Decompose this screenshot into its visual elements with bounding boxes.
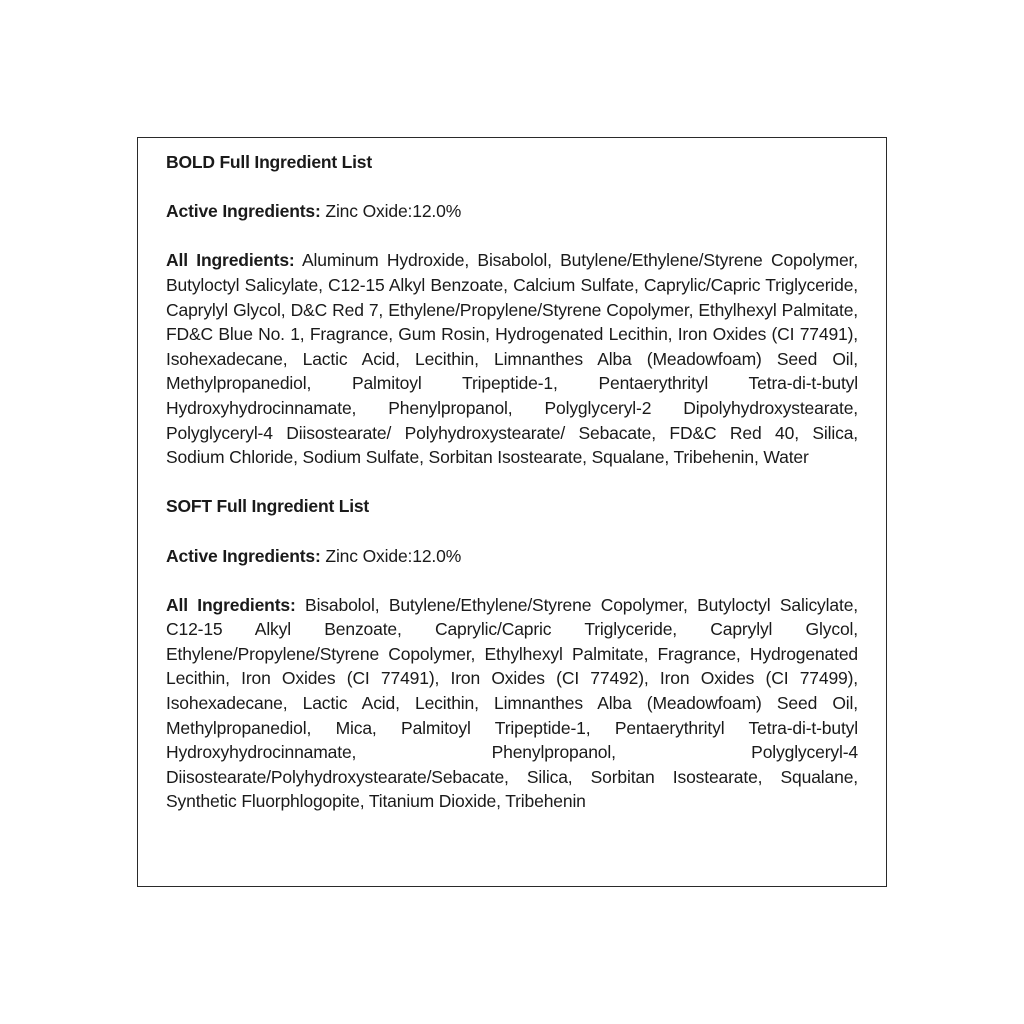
active-ingredients-value: Zinc Oxide:12.0%: [320, 545, 462, 566]
all-ingredients-label: All Ingredients:: [166, 250, 295, 271]
soft-section-title: SOFT Full Ingredient List: [166, 496, 370, 517]
all-ingredients-label: All Ingredients:: [166, 594, 296, 615]
active-ingredients-value: Zinc Oxide:12.0%: [320, 201, 462, 222]
ingredient-list-panel: [137, 137, 887, 887]
active-ingredients-label: Active Ingredients:: [166, 201, 321, 222]
all-ingredients-value: Aluminum Hydroxide, Bisabolol, Butylene/Ethylene/Styrene Copolymer, Butyloctyl Salicylate, C12-15 Alkyl Benzoate, Calcium Sulfate, Caprylic/Capric Triglyceride, Caprylyl Glycol, D&C Red 7, Ethylene/Propylene/Styrene Copolymer, Ethylhexyl Palmitate, FD&C Blue No. 1, Fragrance, Gum Rosin, Hydrogenated Lecithin, Iron Oxides (CI 77491), Isohexadecane, Lactic Acid, Lecithin, Limnanthes Alba (Meadowfoam) Seed Oil, Methylpropanediol, Palmitoyl Tripeptide-1, Pentaerythrityl Tetra-di-t-butyl Hydroxyhydrocinnamate, Phenylpropanol, Polyglyceryl-2 Dipolyhydroxystearate, Polyglyceryl-4 Diisostearate/ Polyhydroxystearate/ Sebacate, FD&C Red 40, Silica, Sodium Chloride, Sodium Sulfate, Sorbitan Isostearate, Squalane, Tribehenin, Water: [166, 250, 858, 468]
spacer: [166, 568, 858, 593]
soft-all-ingredients: [166, 593, 858, 814]
spacer: [166, 224, 858, 249]
bold-all-ingredients: [166, 248, 858, 469]
soft-active-ingredients: [166, 544, 858, 569]
all-ingredients-value: Bisabolol, Butylene/Ethylene/Styrene Copolymer, Butyloctyl Salicylate, C12-15 Alkyl Benzoate, Caprylic/Capric Triglyceride, Caprylyl Glycol, Ethylene/Propylene/Styrene Copolymer, Ethylhexyl Palmitate, Fragrance, Hydrogenated Lecithin, Iron Oxides (CI 77491), Iron Oxides (CI 77492), Iron Oxides (CI 77499), Isohexadecane, Lactic Acid, Lecithin, Limnanthes Alba (Meadowfoam) Seed Oil, Methylpropanediol, Mica, Palmitoyl Tripeptide-1, Pentaerythrityl Tetra-di-t-butyl Hydroxyhydrocinnamate, Phenylpropanol, Polyglyceryl-4 Diisostearate/Polyhydroxystearate/Sebacate, Silica, Sorbitan Isostearate, Squalane, Synthetic Fluorphlogopite, Titanium Dioxide, Tribehenin: [166, 594, 858, 812]
spacer: [166, 470, 858, 495]
active-ingredients-label: Active Ingredients:: [166, 545, 321, 566]
spacer: [166, 175, 858, 200]
bold-active-ingredients: [166, 199, 858, 224]
bold-section-title: BOLD Full Ingredient List: [166, 152, 372, 172]
spacer: [166, 519, 858, 544]
